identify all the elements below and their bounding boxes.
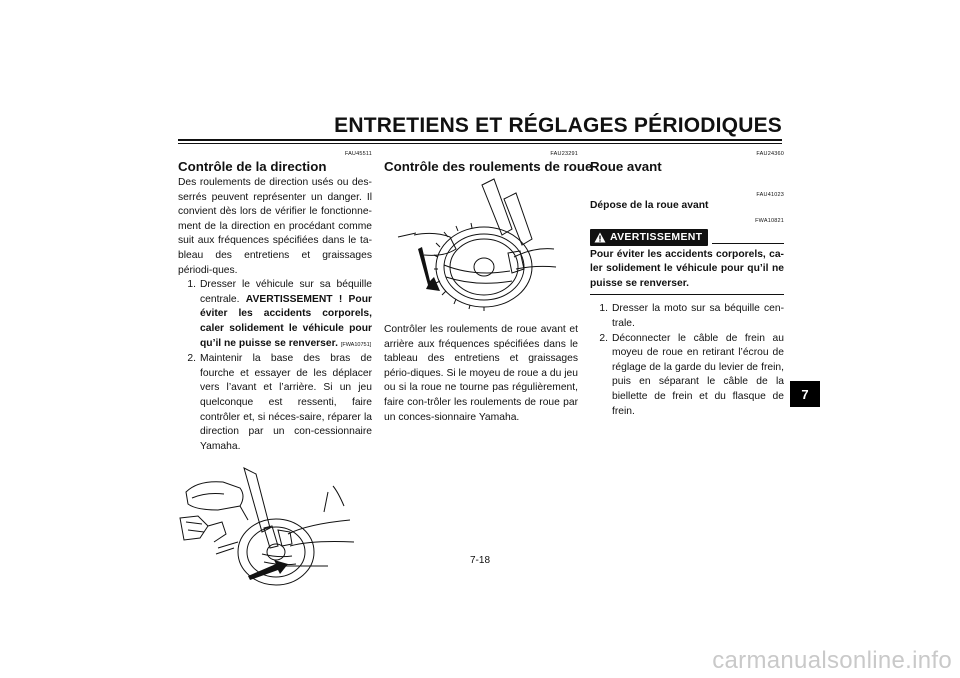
section-intro: Des roulements de direction usés ou des-serrés peuvent représenter un danger. Il convient dès lors de vérifier le fonctionne-ment de la direction en procédant comme suit aux fréquences spécifiées dans le ta-bleau des entretiens et graissages périodi-ques. bbox=[178, 177, 372, 276]
step-number: 1. bbox=[187, 279, 196, 291]
list-item bbox=[590, 332, 784, 420]
step-text: Dresser la moto sur sa béquille cen-trale. bbox=[612, 303, 784, 329]
step-text bbox=[200, 278, 372, 352]
page-number: 7-18 bbox=[469, 555, 490, 566]
list-item bbox=[178, 278, 372, 352]
warning-header bbox=[590, 229, 784, 246]
warning-code: FWA10821 bbox=[755, 218, 784, 224]
warning-ref: [FWA10751] bbox=[340, 341, 372, 348]
step-list bbox=[590, 302, 784, 419]
header-rule bbox=[178, 139, 782, 141]
step-number: 2. bbox=[187, 353, 196, 365]
watermark: carmanualsonline.info bbox=[712, 647, 952, 674]
warning-triangle-icon bbox=[594, 232, 606, 243]
column-front-wheel bbox=[590, 150, 784, 419]
column-wheel-bearings bbox=[384, 150, 593, 425]
step-number: 1. bbox=[599, 303, 608, 315]
step-text: Déconnecter le câble de frein au moyeu de roue en retirant l’écrou de réglage de la garde du levier de frein, puis en séparant le câble de la biellette de frein et du flasque de frein. bbox=[612, 332, 784, 417]
list-item bbox=[590, 302, 784, 331]
section-title: Roue avant bbox=[590, 159, 662, 174]
warning-bottom-rule bbox=[590, 294, 784, 295]
step-text: Maintenir la base des bras de fourche et essayer de les déplacer vers l’avant et l’arrière. Si un jeu quelconque est ressenti, faire contrôler et, si néces-saire, réparer la direction par un con-cessionnaire Yamaha. bbox=[200, 353, 372, 452]
warning-label bbox=[590, 229, 708, 246]
warning-label-text: AVERTISSEMENT bbox=[610, 231, 703, 243]
section-body: Contrôler les roulements de roue avant et arrière aux fréquences spécifiées dans le tableau des entretiens et graissages pério-diques. Si le moyeu de roue a du jeu ou si la roue ne tourne pas régulièrement, faire con-trôler les roulements de roue par un conces-sionnaire Yamaha. bbox=[384, 324, 578, 423]
section-code: FAU45511 bbox=[344, 151, 372, 157]
subsection-code: FAU41023 bbox=[756, 192, 784, 198]
column-steering bbox=[178, 150, 372, 586]
step-instruction: Dresser le véhicule sur sa béquille centrale. bbox=[200, 279, 372, 305]
section-code: FAU23291 bbox=[550, 151, 578, 157]
steering-check-illustration bbox=[178, 462, 368, 586]
subsection-title: Dépose de la roue avant bbox=[590, 200, 709, 211]
section-code: FAU24360 bbox=[756, 151, 784, 157]
step-number: 2. bbox=[599, 332, 608, 344]
section-title: Contrôle de la direction bbox=[178, 159, 327, 174]
list-item bbox=[178, 352, 372, 454]
step-list bbox=[178, 278, 372, 454]
chapter-tab: 7 bbox=[790, 381, 820, 407]
wheel-bearing-illustration bbox=[384, 177, 578, 311]
section-title: Contrôle des roulements de roue bbox=[384, 159, 593, 174]
inline-warning: AVERTISSEMENT ! Pour éviter les accidents corporels, caler solidement le véhicule pour qu’il ne puisse se renverser. bbox=[200, 293, 372, 349]
warning-rule bbox=[712, 243, 784, 244]
warning-text: Pour éviter les accidents corporels, ca-ler solidement le véhicule pour qu’il ne puisse se renverser. bbox=[590, 248, 784, 289]
header-rule-thin bbox=[178, 143, 782, 144]
page-header-title: ENTRETIENS ET RÉGLAGES PÉRIODIQUES bbox=[334, 114, 782, 137]
